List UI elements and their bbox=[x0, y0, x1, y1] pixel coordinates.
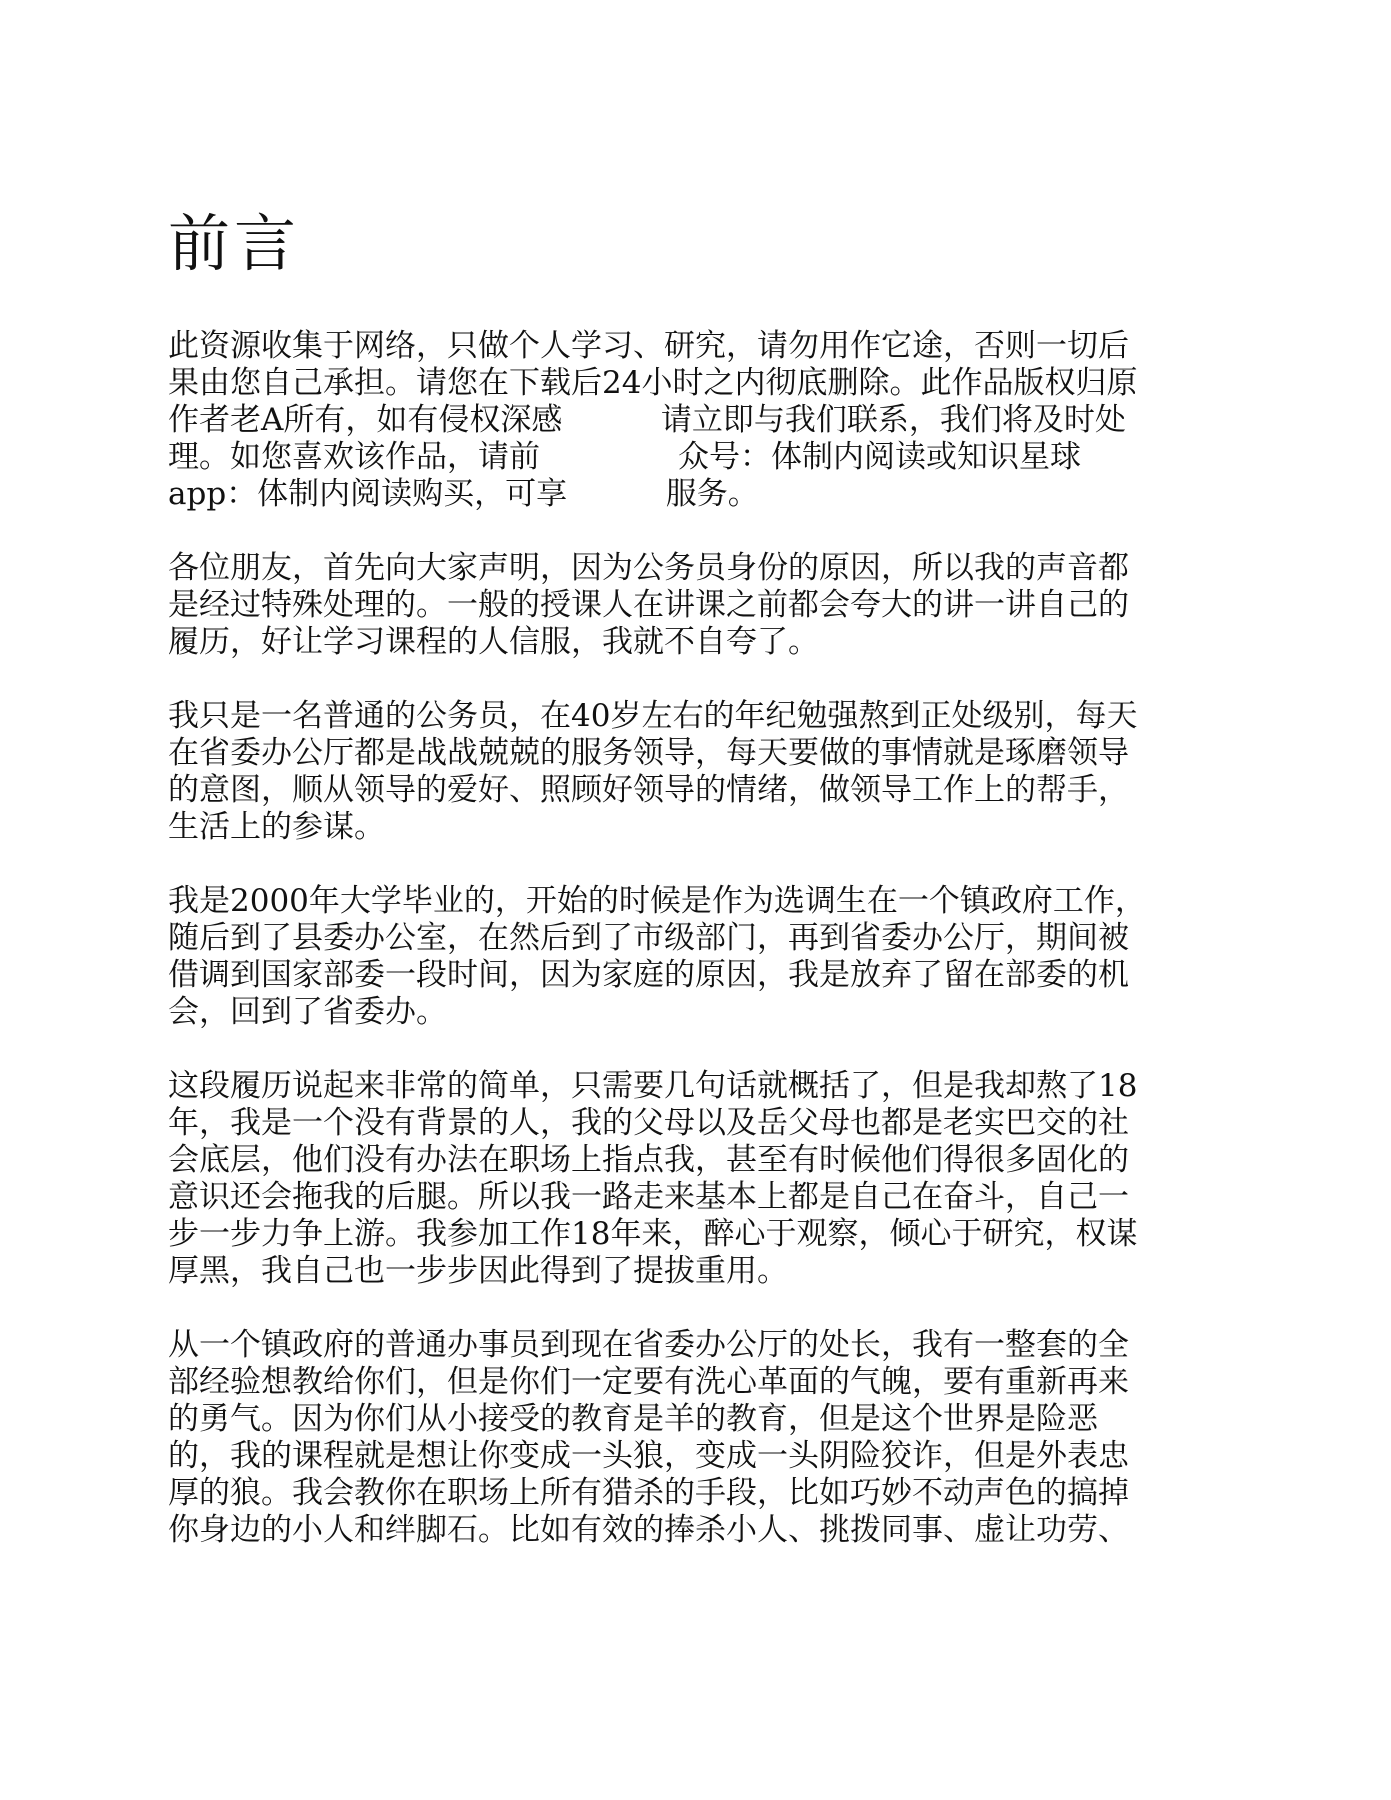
text-line: 年，我是一个没有背景的人，我的父母以及岳父母也都是老实巴交的社 bbox=[168, 1105, 1129, 1141]
text-line: 作者老A所有，如有侵权深感 请立即与我们联系，我们将及时处 bbox=[168, 402, 1126, 438]
paragraph-statement bbox=[168, 550, 1228, 661]
text-line: 会，回到了省委办。 bbox=[168, 994, 447, 1030]
text-line: 生活上的参谋。 bbox=[168, 809, 385, 845]
text-line: 意识还会拖我的后腿。所以我一路走来基本上都是自己在奋斗，自己一 bbox=[168, 1179, 1129, 1215]
text-line: 的勇气。因为你们从小接受的教育是羊的教育，但是这个世界是险恶 bbox=[168, 1401, 1098, 1437]
text-line: 的，我的课程就是想让你变成一头狼，变成一头阴险狡诈，但是外表忠 bbox=[168, 1438, 1129, 1474]
text-line: 我只是一名普通的公务员，在40岁左右的年纪勉强熬到正处级别，每天 bbox=[168, 698, 1138, 734]
text-line: 在省委办公厅都是战战兢兢的服务领导，每天要做的事情就是琢磨领导 bbox=[168, 735, 1129, 771]
document-body bbox=[168, 328, 1228, 1586]
text-line: 我是2000年大学毕业的，开始的时候是作为选调生在一个镇政府工作， bbox=[168, 883, 1146, 919]
paragraph-disclaimer bbox=[168, 328, 1228, 513]
text-line: 果由您自己承担。请您在下载后24小时之内彻底删除。此作品版权归原 bbox=[168, 365, 1138, 401]
text-line: 履历，好让学习课程的人信服，我就不自夸了。 bbox=[168, 624, 819, 660]
paragraph-course-intro bbox=[168, 1327, 1228, 1549]
text-line: 你身边的小人和绊脚石。比如有效的捧杀小人、挑拨同事、虚让功劳、 bbox=[168, 1512, 1129, 1548]
text-line: 各位朋友，首先向大家声明，因为公务员身份的原因，所以我的声音都 bbox=[168, 550, 1129, 586]
text-line: app：体制内阅读购买，可享 服务。 bbox=[168, 476, 759, 512]
text-line: 随后到了县委办公室，在然后到了市级部门，再到省委办公厅，期间被 bbox=[168, 920, 1129, 956]
text-line: 从一个镇政府的普通办事员到现在省委办公厅的处长，我有一整套的全 bbox=[168, 1327, 1129, 1363]
text-line: 理。如您喜欢该作品，请前 众号：体制内阅读或知识星球 bbox=[168, 439, 1081, 475]
text-line: 步一步力争上游。我参加工作18年来，醉心于观察，倾心于研究，权谋 bbox=[168, 1216, 1138, 1252]
paragraph-career bbox=[168, 883, 1228, 1031]
paragraph-background bbox=[168, 1068, 1228, 1290]
text-line: 借调到国家部委一段时间，因为家庭的原因，我是放弃了留在部委的机 bbox=[168, 957, 1129, 993]
paragraph-identity bbox=[168, 698, 1228, 846]
text-line: 是经过特殊处理的。一般的授课人在讲课之前都会夸大的讲一讲自己的 bbox=[168, 587, 1129, 623]
page-title: 前言 bbox=[168, 207, 301, 280]
text-line: 部经验想教给你们，但是你们一定要有洗心革面的气魄，要有重新再来 bbox=[168, 1364, 1129, 1400]
text-line: 此资源收集于网络，只做个人学习、研究，请勿用作它途，否则一切后 bbox=[168, 328, 1129, 364]
text-line: 会底层，他们没有办法在职场上指点我，甚至有时候他们得很多固化的 bbox=[168, 1142, 1129, 1178]
text-line: 厚的狼。我会教你在职场上所有猎杀的手段，比如巧妙不动声色的搞掉 bbox=[168, 1475, 1129, 1511]
text-line: 的意图，顺从领导的爱好、照顾好领导的情绪，做领导工作上的帮手， bbox=[168, 772, 1129, 808]
text-line: 厚黑，我自己也一步步因此得到了提拔重用。 bbox=[168, 1253, 788, 1289]
text-line: 这段履历说起来非常的简单，只需要几句话就概括了，但是我却熬了18 bbox=[168, 1068, 1138, 1104]
